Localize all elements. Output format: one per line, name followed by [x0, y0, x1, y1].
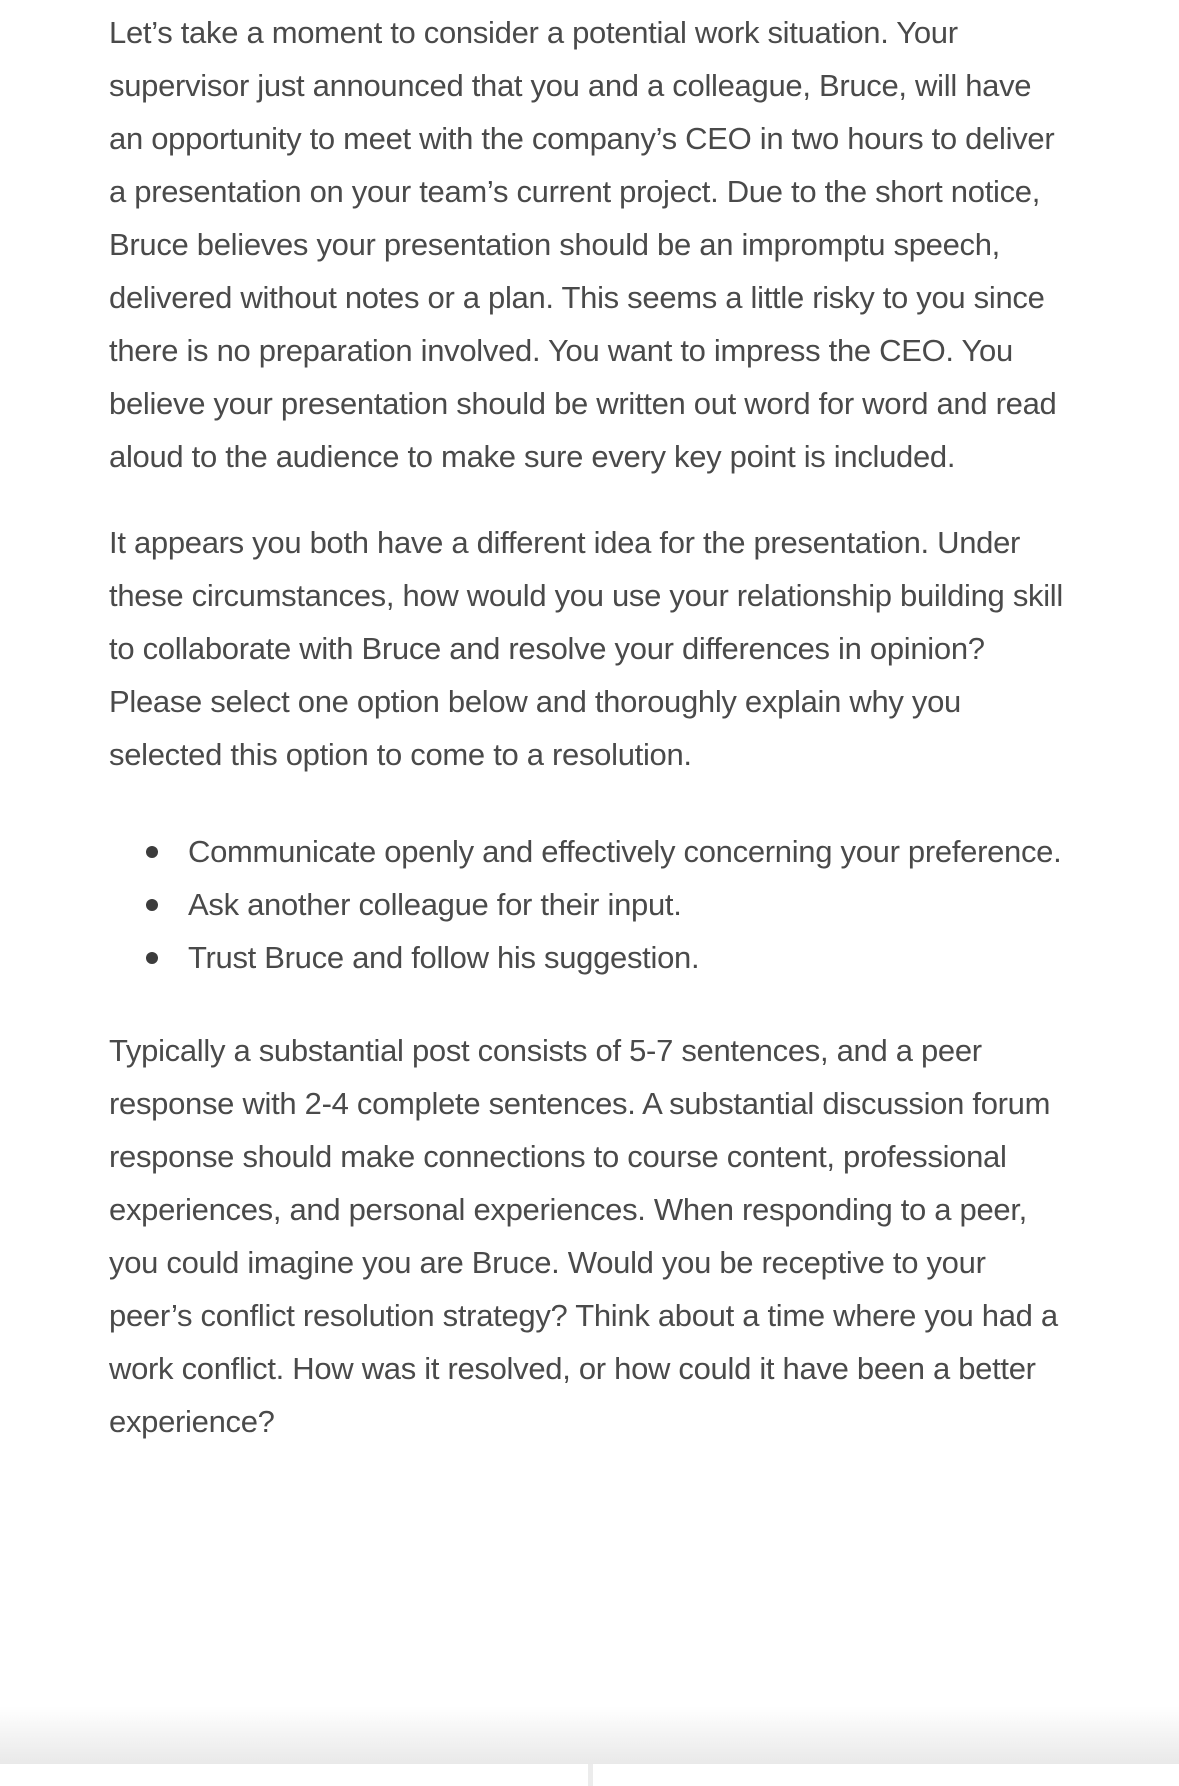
option-item: Ask another colleague for their input. [188, 878, 1065, 931]
guidelines-paragraph: Typically a substantial post consists of 5-7 sentences, and a peer response with 2-4 complete sentences. A substantial discussion forum response should make connections to course content, professional experiences, and personal experiences. When responding to a peer, you could imagine you are Bruce. Would you be receptive to your peer’s conflict resolution strategy? Think about a time where you had a work conflict. How was it resolved, or how could it have been a better experience? [109, 1033, 1058, 1439]
bottom-panel-left [0, 1764, 588, 1786]
option-item: Communicate openly and effectively concerning your preference. [188, 825, 1065, 878]
options-list [109, 825, 1065, 984]
question-paragraph: It appears you both have a different idea for the presentation. Under these circumstances, how would you use your relationship building skill to collaborate with Bruce and resolve your differences in opinion? Please select one option below and thoroughly explain why you selected this option to come to a resolution. [109, 525, 1063, 772]
option-item: Trust Bruce and follow his suggestion. [188, 931, 1065, 984]
bottom-panel-right [593, 1764, 1179, 1786]
scroll-fade-shadow [0, 1706, 1179, 1764]
discussion-prompt [109, 0, 1065, 1481]
scenario-paragraph: Let’s take a moment to consider a potential work situation. Your supervisor just announced that you and a colleague, Bruce, will have an opportunity to meet with the company’s CEO in two hours to deliver a presentation on your team’s current project. Due to the short notice, Bruce believes your presentation should be an impromptu speech, delivered without notes or a plan. This seems a little risky to you since there is no preparation involved. You want to impress the CEO. You believe your presentation should be written out word for word and read aloud to the audience to make sure every key point is included. [109, 15, 1057, 474]
bottom-panels [0, 1764, 1179, 1786]
